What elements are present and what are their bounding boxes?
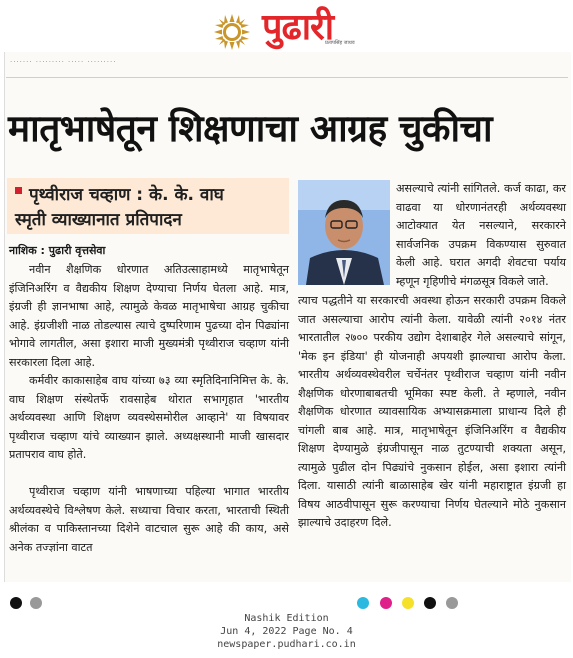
left-paragraph-3: पृथ्वीराज चव्हाण यांनी भाषणाच्या पहिल्या भागात भारतीय अर्थव्यवस्थेचे विश्लेषण केले. सध्याचा विचार करता, भारताची स्थिती श्रीलंका व पाकिस्तानच्या दिशेने वाटचाल सुरू आहे की काय, असे अनेक तज्ज्ञांना वाटत xyxy=(9,485,289,554)
registration-dot-cyan xyxy=(357,597,369,609)
footer-edition: Nashik Edition xyxy=(244,613,329,624)
footer-url[interactable]: newspaper.pudhari.co.in xyxy=(217,639,356,650)
subhead-box xyxy=(7,178,289,234)
subhead-line-1: पृथ्वीराज चव्हाण : के. के. वाघ xyxy=(29,185,224,205)
registration-dot-gray-2 xyxy=(446,597,458,609)
dateline: नाशिक : पुढारी वृत्तसेवा xyxy=(9,244,106,257)
footer-date-page: Jun 4, 2022 Page No. 4 xyxy=(220,626,353,637)
portrait-image xyxy=(298,180,390,285)
masthead xyxy=(0,0,573,52)
subhead-line-2: स्मृती व्याख्यानात प्रतिपादन xyxy=(15,210,182,230)
registration-dot-yellow xyxy=(402,597,414,609)
divider xyxy=(6,77,568,78)
cropped-header-fragment: ······· ········· ····· ········· xyxy=(10,58,117,66)
logo-tagline: प्रतापसिंह जाधव xyxy=(325,40,355,46)
registration-dot-black-2 xyxy=(424,597,436,609)
sun-emblem-icon xyxy=(213,13,251,51)
left-paragraph-2: कर्मवीर काकासाहेब वाघ यांच्या ७३ व्या स्मृतिदिनानिमित्त के. के. वाघ शिक्षण संस्थेतर्फे रावसाहेब थोरात सभागृहात 'भारतीय अर्थव्यवस्था आणि शिक्षण व्यवस्थेसमोरील आव्हाने' या विषयावर पृथ्वीराज चव्हाण यांचे व्याख्यान झाले. अध्यक्षस्थानी माजी खासदार प्रतापराव वाघ होते. xyxy=(9,374,289,461)
registration-dot-gray xyxy=(30,597,42,609)
left-paragraph-1: नवीन शैक्षणिक धोरणात अतिउत्साहामध्ये मातृभाषेतून इंजिनिअरिंग व वैद्यकीय शिक्षण देण्याचा निर्णय घेतला आहे. मात्र, इंग्रजी ही ज्ञानभाषा आहे, त्यामुळे केवळ मातृभाषेचा आग्रह चुकीचा आहे. इंग्रजीशी नाळ तोडल्यास त्याचे दुष्परिणाम पुढच्या दोन पिढ्यांना भोगावे लागतील, असा इशारा माजी मुख्यमंत्री पृथ्वीराज चव्हाण यांनी सरकारला दिला आहे. xyxy=(9,263,289,369)
article-headline: मातृभाषेतून शिक्षणाचा आग्रह चुकीचा xyxy=(8,107,493,150)
right-paragraph-bottom: त्याच पद्धतीने या सरकारची अवस्था होऊन सरकारी उपक्रम विकले जात असल्याचा आरोप त्यांनी केला. यावेळी त्यांनी २०१४ नंतर भारतातील २७०० परकीय उद्योग देशाबाहेर गेले असल्याचे सांगून, 'मेक इन इंडिया' ही योजनाही अपयशी झाल्याचा आरोप केला. भारतीय अर्थव्यवस्थेवरील चर्चेनंतर पृथ्वीराज चव्हाण यांनी नवीन शैक्षणिक धोरणाबाबतची भूमिका स्पष्ट केली. ते म्हणाले, नवीन शैक्षणिक धोरणात व्यावसायिक अभ्यासक्रमाला प्राधान्य दिले ही चांगली बाब आहे. मात्र, मातृभाषेतून इंजिनिअरिंग व वैद्यकीय शिक्षण देण्यामुळे इंग्रजीपासून नाळ तुटण्याची शक्यता असून, त्यामुळे पुढील दोन पिढ्यांचे नुकसान होईल, असा इशारा त्यांनी दिला. यासाठी त्यांनी बाळासाहेब खेर यांनी महाराष्ट्रात इंग्रजी हा विषय आठवीपासून सुरू करण्याचा निर्णय घेतल्याने मोठे नुकसान झाल्याचे उदाहरण दिले. xyxy=(298,294,566,529)
right-paragraph-top: असल्याचे त्यांनी सांगितले. कर्ज काढा, कर वाढवा या धोरणानंतरही अर्थव्यवस्था आटोक्यात येत नसल्याने, सरकारने सार्वजनिक उपक्रम विकण्यास सुरुवात केली आहे. घरात अगदी शेवटचा पर्याय म्हणून गृहिणीचे मंगळसूत्र विकले जाते. xyxy=(396,182,566,288)
newspaper-logo: पुढारी xyxy=(262,7,334,48)
subhead-bullet-icon xyxy=(15,187,22,194)
speaker-photo xyxy=(298,180,390,285)
registration-dot-black xyxy=(10,597,22,609)
registration-dot-magenta xyxy=(380,597,392,609)
